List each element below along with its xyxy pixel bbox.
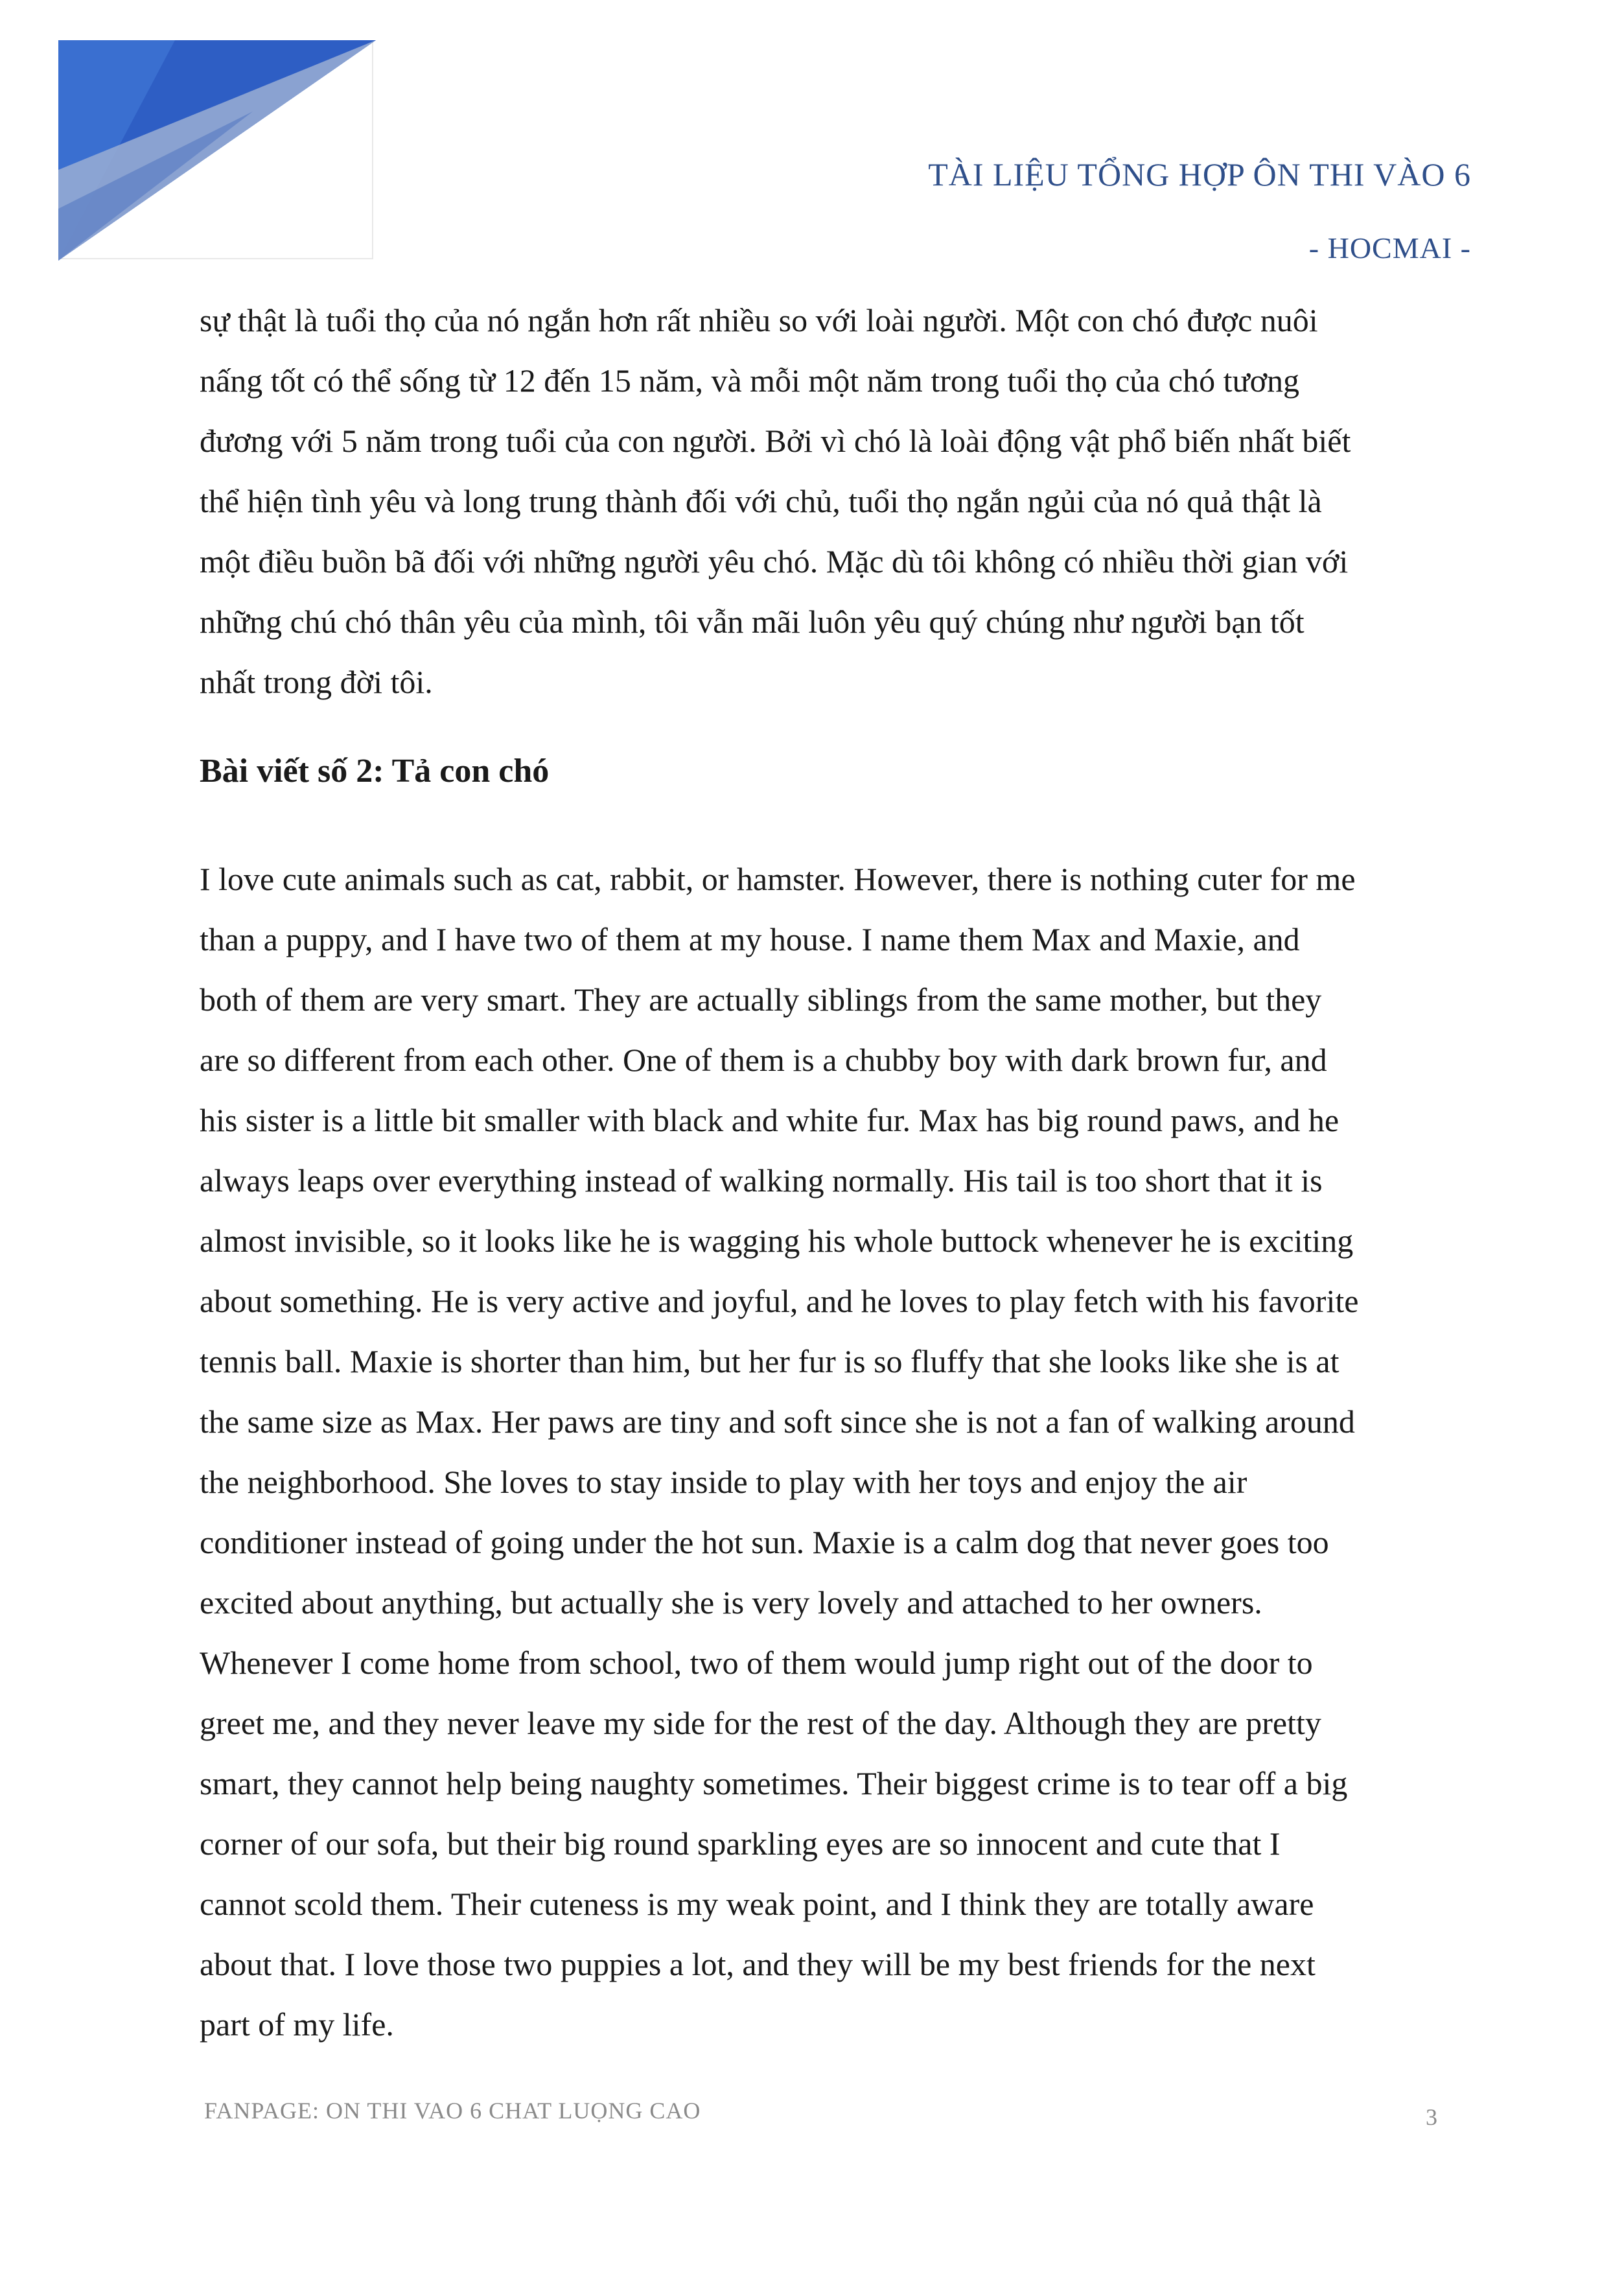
text-line: about something. He is very active and joyful, and he loves to play fetch with his favorite: [200, 1283, 1359, 1319]
text-line: cannot scold them. Their cuteness is my weak point, and I think they are totally aware: [200, 1886, 1314, 1922]
text-line: than a puppy, and I have two of them at my house. I name them Max and Maxie, and: [200, 921, 1300, 957]
text-line: nhất trong đời tôi.: [200, 664, 433, 700]
header-title: TÀI LIỆU TỔNG HỢP ÔN THI VÀO 6: [928, 156, 1471, 193]
text-line: conditioner instead of going under the hot sun. Maxie is a calm dog that never goes too: [200, 1524, 1329, 1560]
section-heading: Bài viết số 2: Tả con chó: [200, 753, 550, 790]
text-line: smart, they cannot help being naughty sometimes. Their biggest crime is to tear off a big: [200, 1765, 1348, 1801]
text-line: sự thật là tuổi thọ của nó ngắn hơn rất nhiều so với loài người. Một con chó được nuôi: [200, 302, 1318, 338]
text-line: thể hiện tình yêu và long trung thành đối với chủ, tuổi thọ ngắn ngủi của nó quả thật là: [200, 483, 1322, 519]
footer-fanpage: FANPAGE: ON THI VAO 6 CHAT LUỌNG CAO: [204, 2098, 701, 2124]
text-line: tennis ball. Maxie is shorter than him, but her fur is so fluffy that she looks like she is at: [200, 1343, 1340, 1379]
text-line: are so different from each other. One of them is a chubby boy with dark brown fur, and: [200, 1042, 1327, 1078]
page-number: 3: [1426, 2104, 1437, 2130]
text-line: always leaps over everything instead of walking normally. His tail is too short that it is: [200, 1162, 1323, 1199]
text-line: his sister is a little bit smaller with black and white fur. Max has big round paws, and he: [200, 1102, 1340, 1138]
text-line: nấng tốt có thể sống từ 12 đến 15 năm, và mỗi một năm trong tuổi thọ của chó tương: [200, 362, 1300, 399]
text-line: I love cute animals such as cat, rabbit, or hamster. However, there is nothing cuter for me: [200, 861, 1356, 897]
text-line: almost invisible, so it looks like he is wagging his whole buttock whenever he is exciting: [200, 1223, 1354, 1259]
paragraph-english: [200, 849, 1457, 2055]
text-line: both of them are very smart. They are actually siblings from the same mother, but they: [200, 981, 1322, 1018]
text-line: đương với 5 năm trong tuổi của con người. Bởi vì chó là loài động vật phổ biến nhất biết: [200, 423, 1351, 459]
text-line: about that. I love those two puppies a lot, and they will be my best friends for the next: [200, 1946, 1316, 1982]
text-line: corner of our sofa, but their big round sparkling eyes are so innocent and cute that I: [200, 1825, 1281, 1862]
text-line: the same size as Max. Her paws are tiny and soft since she is not a fan of walking around: [200, 1403, 1355, 1440]
header-subtitle: - HOCMAI -: [1308, 231, 1471, 264]
text-line: một điều buồn bã đối với những người yêu chó. Mặc dù tôi không có nhiều thời gian với: [200, 543, 1349, 580]
paragraph-vietnamese: [200, 290, 1457, 712]
text-line: Whenever I come home from school, two of them would jump right out of the door to: [200, 1645, 1313, 1681]
hocmai-logo-graphic: [58, 40, 376, 261]
text-line: excited about anything, but actually she is very lovely and attached to her owners.: [200, 1584, 1262, 1621]
text-line: những chú chó thân yêu của mình, tôi vẫn mãi luôn yêu quý chúng như người bạn tốt: [200, 603, 1305, 640]
text-line: the neighborhood. She loves to stay inside to play with her toys and enjoy the air: [200, 1464, 1247, 1500]
text-line: part of my life.: [200, 2006, 394, 2043]
text-line: greet me, and they never leave my side for the rest of the day. Although they are pretty: [200, 1705, 1321, 1741]
